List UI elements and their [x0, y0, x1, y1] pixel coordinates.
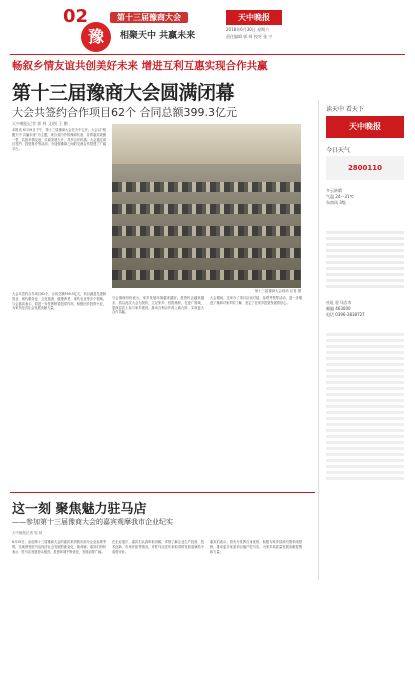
paper-logo: 天中晚报 [226, 10, 282, 25]
section-banner: 第十三届豫商大会 [110, 12, 188, 23]
lead-subtitle: 畅叙乡情友谊共创美好未来 增进互利互惠实现合作共赢 [12, 60, 268, 72]
weather-line: 东南风 3级 [326, 200, 346, 205]
photo-caption: 第十三届豫商大会现场 记者 摄 [254, 289, 301, 293]
section-slogan: 相聚天中 共赢未来 [120, 31, 196, 41]
lead-column-1: 本报讯 6月29日下午，第十三届豫商大会在天中召开。大会以“相聚天中 共赢未来”为主题，来自省内外的豫商代表、各界嘉宾欢聚一堂，共叙乡情友谊、共商发展大计，共享合作机遇。大会通过项目签约、投资推介等活动，为加强豫商之间的交流合作搭建了广阔平台。 [12, 128, 106, 152]
lead-deck: 大会共签约合作项目62个 合同总额399.3亿元 [12, 106, 237, 119]
conference-photo [112, 124, 301, 288]
contact-line: 邮编 463000 [326, 306, 351, 311]
weather-line: 气温 24～31℃ [326, 194, 354, 199]
lead-column-3: 与会豫商纷纷表示，家乡发展环境越来越好，投资机会越来越多，将以此次大会为契机，立足家乡、回报桑梓，在更广领域、更深层次上参与家乡建设，推动互利合作再上新台阶，实现更大合作共赢。 [112, 296, 204, 315]
sidebar-tagline: 读天中 看天下 [326, 106, 364, 113]
bottom-column-2: 在企业展厅，嘉宾们认真听取讲解，详细了解企业生产经营、技术创新、市场开拓等情况，对驻马店近年来取得的发展成就给予高度评价。 [112, 540, 204, 554]
weather-heading: 今日天气 [326, 147, 351, 154]
sidebar-text-block [326, 228, 404, 288]
lead-headline: 第十三届豫商大会圆满闭幕 [12, 82, 235, 104]
sidebar-listing [326, 330, 404, 480]
bottom-headline: 这一刻 聚焦魅力驻马店 [12, 502, 147, 517]
contact-line: 社址 驻马店市 [326, 300, 352, 305]
bottom-column-1: 6月29日，参加第十三届豫商大会的嘉宾来到我市部分企业参观考察，实地感受驻马店经济社会发展的新变化、新成就。嘉宾们纷纷表示，驻马店发展势头强劲，投资环境不断优化，发展前景广阔。 [12, 540, 106, 554]
sidebar-divider [318, 100, 319, 580]
lead-column-4: 大会期间，还举办了项目洽谈对接、参观考察等活动，进一步增进了豫商对家乡的了解，坚定了在家乡投资发展的信心。 [210, 296, 302, 305]
bottom-subheadline: ——参加第十三届豫商大会的嘉宾观摩我市企业纪实 [12, 518, 173, 526]
issue-date: 2018年6月30日 星期六 [226, 27, 270, 32]
editor-credits: 责任编辑 郭 柯 校对 张 宁 [226, 34, 273, 39]
weather-line: 多云转晴 [326, 188, 342, 193]
seal-logo-icon: 豫 [81, 22, 111, 52]
bottom-column-3: 嘉宾们表示，将充分发挥自身优势，积极为家乡招商引资牵线搭桥，推动更多优质项目落户驻马店，为家乡高质量发展贡献智慧和力量。 [210, 540, 302, 554]
bottom-divider [10, 492, 315, 493]
contact-line: 电话 0396-3838727 [326, 312, 365, 317]
page-number: 02 [63, 6, 89, 27]
bottom-byline: 天中晚报记者 郭 柯 [12, 531, 43, 535]
contact-info [326, 300, 365, 318]
lead-column-2: 大会共签约合作项目62个，合同总额399.3亿元，项目涵盖先进制造业、现代服务业、文化旅游、健康养老、现代农业等多个领域。与会嘉宾表示，将进一步发挥桥梁纽带作用，积极回乡投资兴业，为家乡经济社会发展贡献力量。 [12, 292, 106, 311]
masthead-divider [10, 54, 405, 55]
lead-byline: 天中晚报记者 郭 柯 文/图 王 鹏 [12, 121, 68, 126]
weather-details [326, 188, 354, 206]
sidebar-ad-title: 天中晚报 [326, 116, 404, 138]
sidebar-ad-number: 2800110 [326, 156, 404, 180]
